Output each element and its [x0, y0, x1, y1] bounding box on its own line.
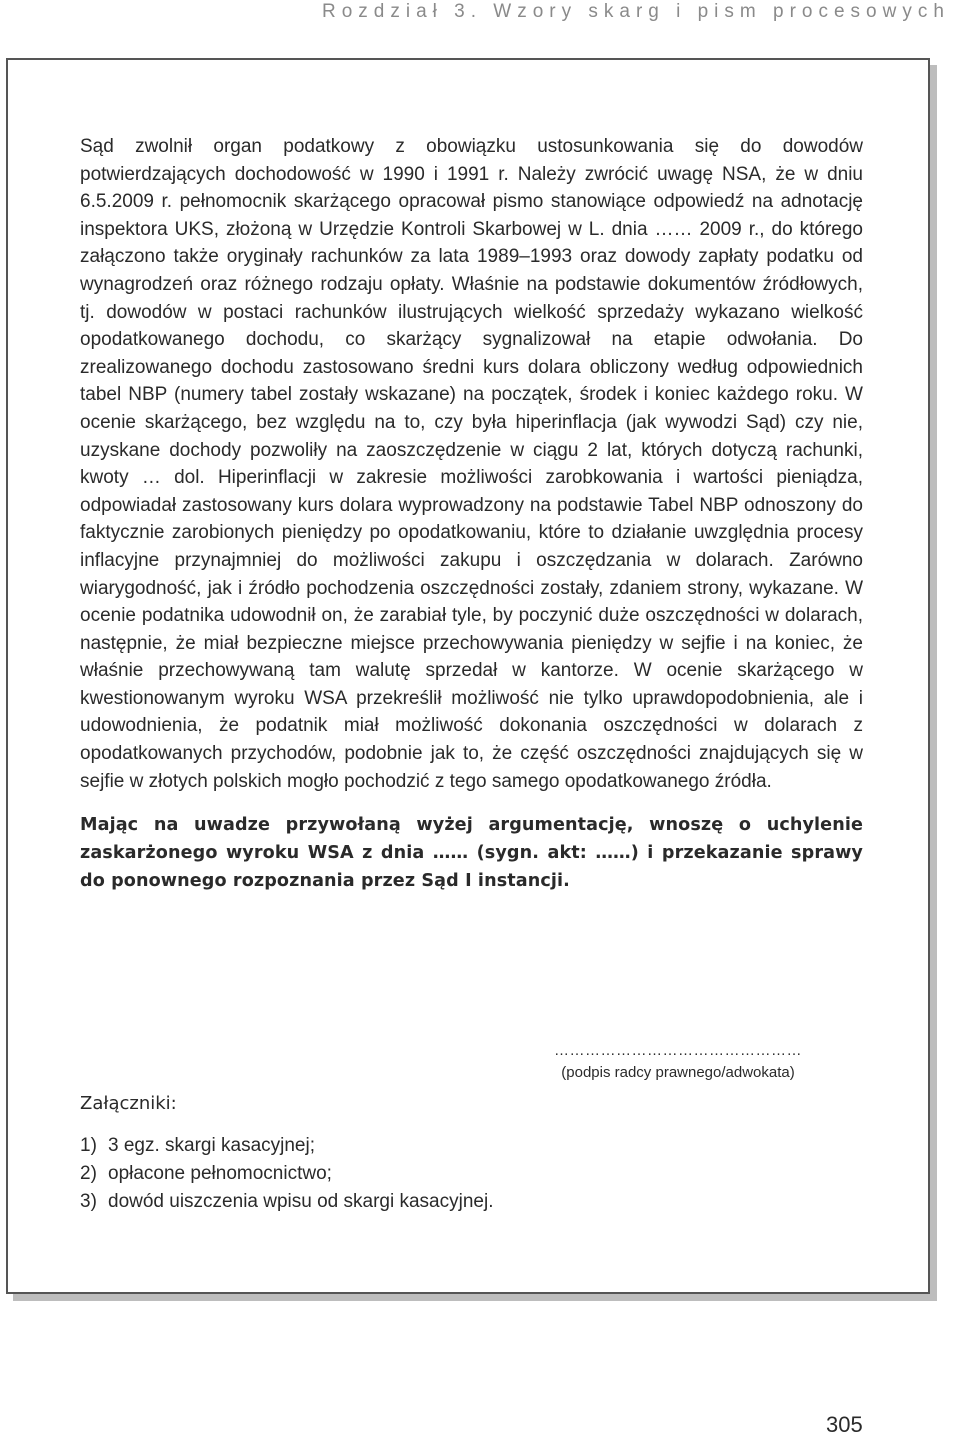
body-paragraph: Sąd zwolnił organ podatkowy z obowiązku ustosunkowania się do dowodów potwierdzających dochodowość w 1990 i 1991 r. Należy zwrócić uwagę NSA, że w dniu 6.5.2009 r. pełnomocnik skarżącego opracował pismo stanowiące odpowiedź na adnotację inspektora UKS, złożoną w Urzędzie Kontroli Skarbowej w L. dnia …… 2009 r., do którego załączono także oryginały rachunków za lata 1989–1993 oraz dowody zapłaty podatku od wynagrodzeń oraz różnego rodzaju opłaty. Właśnie na podstawie dokumentów źródłowych, tj. dowodów w postaci rachunków ilustrujących wielkość sprzedaży wykazano wielkość opodatkowanego dochodu, co skarżący sygnalizował na etapie odwołania. Do zrealizowanego dochodu zastosowano średni kurs dolara obliczony według odpowiednich tabel NBP (numery tabel zostały wskazane) na początek, środek i koniec każdego roku. W ocenie skarżącego, bez względu na to, czy była hiperinflacja (jak wywodzi Sąd) czy nie, uzyskane dochody pozwoliły na zaoszczędzenie w ciągu 2 lat, których dotyczą rachunki, kwoty … dol. Hiperinflacji w zakresie możliwości zarobkowania i wartości pieniądza, odpowiadał zastosowany kurs dolara wyprowadzony na podstawie Tabel NBP odnoszony do faktycznie zarobionych pieniędzy po opodatkowaniu, które to działanie uwzględnia procesy inflacyjne przynajmniej do możliwości zakupu i oszczędzania w dolarach. Zarówno wiarygodność, jak i źródło pochodzenia oszczędności zostały, zdaniem strony, wykazane. W ocenie podatnika udowodnił on, że zarabiał tyle, by poczynić duże oszczędności w dolarach, następnie, że miał bezpieczne miejsce przechowywania pieniędzy w sejfie i na koniec, że właśnie przechowywaną tam walutę sprzedał w kantorze. W ocenie skarżącego w kwestionowanym wyroku WSA przekreślił możliwość nie tylko uprawdopodobnienia, ale i udowodnienia, że podatnik miał możliwość dokonania oszczędności w dolarach z opodatkowanych przychodów, podobnie jak to, że część oszczędności znajdujących się w sejfie w złotych polskich mogło pochodzić z tego samego opodatkowanego źródła.: [80, 136, 863, 792]
list-item-text: opłacone pełnomocnictwo;: [108, 1163, 332, 1184]
list-item-number: 3): [80, 1191, 97, 1212]
attachments-section: [80, 1090, 780, 1216]
signature-label: (podpis radcy prawnego/adwokata): [561, 1064, 795, 1081]
list-item-number: 2): [80, 1163, 97, 1184]
conclusion-paragraph: Mając na uwadze przywołaną wyżej argumentację, wnoszę o uchylenie zaskarżonego wyroku WSA z dnia …… (sygn. akt: ……) i przekazanie sprawy do ponownego rozpoznania przez Sąd I instancji.: [80, 815, 863, 892]
page-number: 305: [826, 1412, 863, 1437]
attachments-list: [80, 1132, 780, 1216]
list-item-number: 1): [80, 1135, 97, 1156]
document-body: [80, 133, 863, 895]
list-item-text: dowód uiszczenia wpisu od skargi kasacyjnej.: [108, 1191, 494, 1212]
list-item: [80, 1188, 780, 1216]
attachments-heading: Załączniki:: [80, 1093, 177, 1114]
running-header: Rozdział 3. Wzory skarg i pism procesowych: [322, 1, 950, 22]
document-frame: [6, 58, 930, 1294]
signature-block: [528, 1042, 828, 1084]
list-item: [80, 1160, 780, 1188]
list-item: [80, 1132, 780, 1160]
list-item-text: 3 egz. skargi kasacyjnej;: [108, 1135, 315, 1156]
signature-line: …………………………………………: [554, 1042, 802, 1059]
